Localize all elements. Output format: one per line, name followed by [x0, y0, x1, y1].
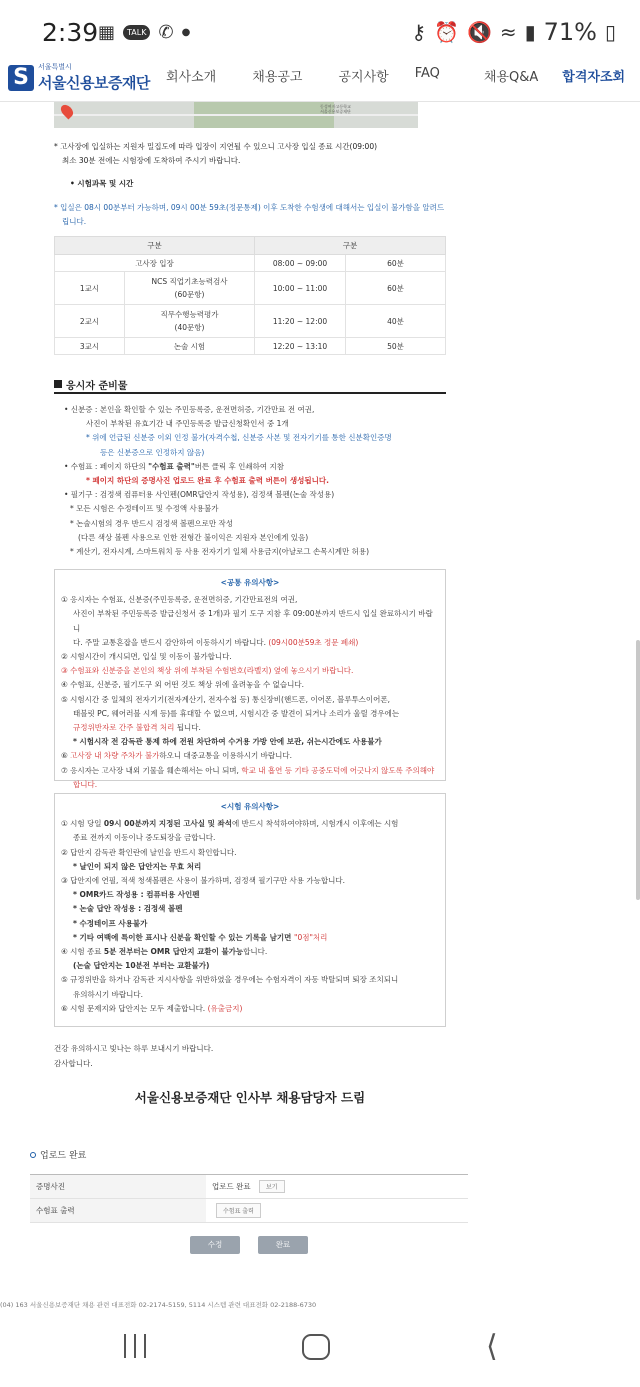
system-nav-bar: [0, 1312, 640, 1387]
nav-qna[interactable]: 채용Q&A: [483, 70, 539, 85]
closing-message: 건강 유의하시고 빛나는 하루 보내시기 바랍니다. 감사합니다.: [54, 1044, 214, 1068]
signature-line: 서울신용보증재단 인사부 채용담당자 드림: [134, 1090, 366, 1105]
mute-icon: 🔇: [466, 20, 492, 44]
nav-faq[interactable]: FAQ: [414, 66, 440, 81]
common-notes-box: <공통 유의사항> ① 응시자는 수험표, 신분증(주민등록증, 운전면허증, 기간만료전의 여권, 사진이 부착된 주민등록증 발급신청서 중 1개)과 필기 도구 지참 후 09:00분까지 반드시 입실 완료하시기 바랍니 다. 주말 교통혼잡을 반드시 감안하여 이동하시기 바랍니다. (09시00분59초 정문 폐쇄) ② 시험시간이 개시되면, 입실 및 이동이 불가합니다. ③ 수험표와 신분증을 본인의 책상 위에 부착된 수험번호(라벨지) 옆에 놓으시기 바랍니다. ④ 수험표, 신분증, 필기도구 외 어떤 것도 책상 위에 올려놓을 수 없습니다. ⑤ 시험시간 중 일체의 전자기기(전자계산기, 전자수첩 등) 통신장비(핸드폰, 이어폰, 블루투스이어폰, 태블릿 PC, 웨어러블 시계 등)를 휴대할 수 없으며, 시험시간 중 발견이 되거나 소리가 울릴 경우에는 규정위반자로 간주 불합격 처리 됩니다. * 시험시작 전 감독관 통제 하에 전원 차단하여 수거용 가방 안에 보관, 쉬는시간에도 사용불가 ⑥ 고사장 내 차량 주차가 불가하오니 대중교통을 이용하시기 바랍니다. ⑦ 응시자는 고사장 내외 기물을 훼손해서는 아니 되며, 학교 내 흡연 등 기타 공중도덕에 어긋나지 않도록 주의해야 합니다.: [54, 569, 446, 781]
nav-result[interactable]: 합격자조회: [562, 70, 626, 85]
table-row: 1교시 NCS 직업기초능력검사 (60문항) 10:00 ~ 11:00 60분: [55, 272, 446, 305]
schedule-header: 구분: [55, 237, 255, 255]
nav-company[interactable]: 회사소개: [166, 70, 217, 85]
phone-icon: ✆: [158, 22, 174, 43]
table-row: [30, 1199, 468, 1223]
main-nav: [166, 66, 625, 85]
schedule-table: [54, 236, 446, 355]
done-button[interactable]: 완료: [258, 1236, 308, 1254]
nav-recruit[interactable]: 채용공고: [252, 70, 303, 85]
site-footer: (04) 163 서울신용보증재단 채용 관련 대표전화 02-2174-5159, 5114 시스템 관련 대표전화 02-2188-6730: [0, 1301, 317, 1309]
status-right-icons: [411, 18, 616, 46]
gallery-icon: ▦: [98, 22, 116, 43]
logo-mark-icon: S: [8, 65, 34, 91]
table-row: 고사장 입장 08:00 ~ 09:00 60분: [55, 255, 446, 272]
wifi-icon: ≈: [499, 20, 517, 44]
print-ticket-button[interactable]: 수험표 출력: [216, 1203, 261, 1218]
map-label-school: 동성여자고등학교: [320, 104, 351, 109]
nav-notice[interactable]: 공지사항: [338, 70, 389, 85]
arrival-notice: * 고사장에 입실하는 지원자 밀집도에 따라 입장이 지연될 수 있으니 고사장 입실 종료 시간(09:00) 최소 30분 전에는 시험장에 도착하여 주시기 바랍니다.: [54, 142, 378, 165]
ticket-label: 수험표 출력: [30, 1199, 206, 1223]
entry-notice: * 입실은 08시 00분부터 가능하며, 09시 00분 59초(정문통제) 이후 도착한 수험생에 대해서는 입실이 불가함을 알려드 립니다.: [54, 203, 445, 226]
status-bar: [0, 0, 640, 56]
site-logo[interactable]: [8, 62, 150, 93]
prep-list: • 신분증 : 본인을 확인할 수 있는 주민등록증, 운전면허증, 기간만료 전 여권, 사진이 부착된 유효기간 내 주민등록증 발급신청확인서 중 1개 * 위에 언급된 신분증 이외 인정 불가(자격수첩, 신분증 사본 및 전자기기를 통한 신분확인증명 등은 신분증으로 인정하지 않음) • 수험표 : 페이지 하단의 "수험표 출력"버튼 클릭 후 인쇄하여 지참 * 페이지 하단의 증명사진 업로드 완료 후 수험표 출력 버튼이 생성됩니다. • 필기구 : 검정색 컴퓨터용 사인펜(OMR답안지 작성용), 검정색 볼펜(논술 작성용) * 모든 시험은 수정테이프 및 수정액 사용불가 * 논술시험의 경우 반드시 검정색 볼펜으로만 작성 (다른 색상 볼펜 사용으로 인한 전형간 불이익은 지원자 본인에게 있음) * 계산기, 전자시계, 스마트워치 등 사용 전자기기 일체 사용금지(아날로그 손목시계만 허용): [64, 405, 392, 557]
home-icon[interactable]: [302, 1334, 330, 1360]
schedule-header: 구분: [255, 237, 446, 255]
status-left-icons: [98, 22, 190, 43]
key-icon: ⚷: [411, 20, 427, 44]
back-icon[interactable]: ⟨: [486, 1329, 498, 1364]
map-label-foundation: 서울신용보증재단: [320, 109, 351, 114]
edit-button[interactable]: 수정: [190, 1236, 240, 1254]
battery-text: 71%: [543, 18, 597, 46]
table-row: [30, 1175, 468, 1199]
prep-section-title: 응시자 준비물: [54, 376, 446, 394]
photo-status: 업로드 완료: [212, 1182, 251, 1191]
table-row: 3교시 논술 시험 12:20 ~ 13:10 50분: [55, 338, 446, 355]
photo-label: 증명사진: [30, 1175, 206, 1199]
talk-icon: TALK: [123, 25, 150, 40]
logo-small-text: 서울특별시: [38, 63, 72, 71]
alarm-icon: ⏰: [434, 20, 459, 44]
table-row: 2교시 직무수행능력평가 (40문항) 11:20 ~ 12:00 40분: [55, 305, 446, 338]
page-scrollbar[interactable]: [636, 640, 640, 900]
dot-icon: ●: [181, 27, 191, 38]
recent-apps-icon[interactable]: [124, 1334, 146, 1358]
map-pin-icon: [59, 103, 76, 120]
location-map[interactable]: [54, 102, 418, 128]
upload-section-title: 업로드 완료: [30, 1148, 86, 1161]
view-photo-button[interactable]: 보기: [259, 1180, 285, 1193]
square-bullet-icon: [54, 380, 62, 388]
upload-table: [30, 1174, 468, 1223]
status-time: 2:39: [42, 18, 99, 47]
exam-notes-box: <시험 유의사항> ① 시험 당일 09시 00분까지 지정된 고사실 및 좌석에 반드시 착석하여야하며, 시험개시 이후에는 시험 종료 전까지 이동이나 중도퇴장을 금합니다. ② 답안지 감독관 확인란에 날인을 반드시 확인합니다. * 날인이 되지 않은 답안지는 무효 처리 ③ 답안지에 연필, 적색 청색볼펜은 사용이 불가하며, 검정색 필기구만 사용 가능합니다. * OMR카드 작성용 : 컴퓨터용 사인펜 * 논술 답안 작성용 : 검정색 볼펜 * 수정테이프 사용불가 * 기타 여백에 특이한 표시나 신분을 확인할 수 있는 기록을 남기면 "0점"처리 ④ 시험 종료 5분 전부터는 OMR 답안지 교환이 불가능합니다. (논술 답안지는 10분전 부터는 교환불가) ⑤ 규정위반을 하거나 감독관 지시사항을 위반하였을 경우에는 수험자격이 자동 박탈되며 퇴장 조치되니 유의하시기 바랍니다. ⑥ 시험 문제지와 답안지는 모두 제출합니다. (유출금지): [54, 793, 446, 1027]
logo-main-text: 서울신용보증재단: [38, 74, 150, 92]
signal-icon: ▮: [524, 20, 536, 44]
site-header: [0, 56, 640, 102]
circle-bullet-icon: [30, 1152, 36, 1158]
subject-title: • 시험과목 및 시간: [70, 179, 134, 188]
battery-icon: ▯: [604, 20, 616, 44]
